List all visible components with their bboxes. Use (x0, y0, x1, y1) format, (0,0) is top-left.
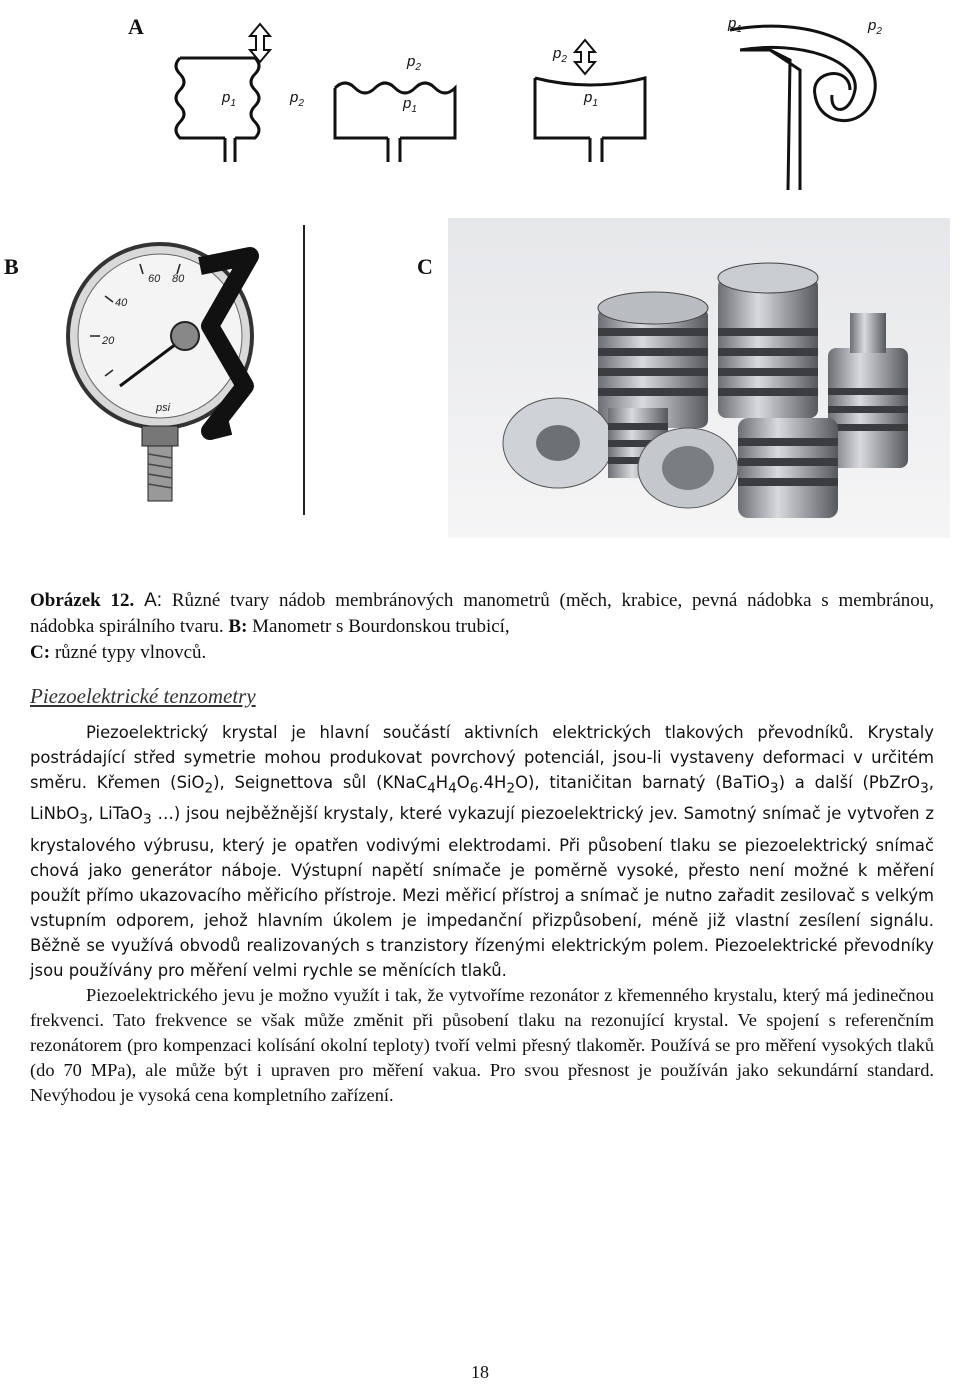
p2-segment-a: Křemen (SiO (96, 773, 205, 792)
p2-segment-f: O), titaničitan barnatý (BaTiO (515, 773, 770, 792)
figure-caption (30, 588, 934, 666)
sub: 6 (469, 780, 479, 797)
p2-label-box: $p_2$ (407, 53, 421, 73)
p2-segment-g: ) a další (PbZrO (778, 773, 921, 792)
caption-prefix: Obrázek 12. (30, 590, 135, 611)
sub: 3 (769, 780, 779, 797)
gauge-psi-label: psi (156, 402, 171, 414)
p2-label-spiral: $p_2$ (868, 17, 882, 37)
gauge-tick-40: 40 (115, 297, 128, 309)
caption-c-text: různé typy vlnovců. (54, 642, 207, 663)
p2-segment-i: , LiTaO (87, 804, 143, 824)
sub: 3 (142, 811, 152, 828)
paragraph-1 (30, 720, 934, 983)
page-number: 18 (471, 1362, 489, 1382)
sub: 4 (448, 780, 457, 797)
figure-label-c: C (417, 254, 433, 279)
sub: 2 (506, 780, 516, 797)
paragraph-1-text: Piezoelektrický krystal je hlavní součástí aktivních elektrických tlakových převodníků. Krystaly postrádající střed symetrie mohou produkovat povrchový potenciál, jsou-li vystaveny deformaci v určitém směru. (30, 723, 934, 792)
p2-segment-c: H (435, 773, 449, 792)
figure-divider (303, 225, 305, 515)
sub: 3 (79, 811, 88, 828)
p1-label-vessel: $p_1$ (584, 89, 598, 109)
caption-b-label: B: (228, 616, 248, 637)
p2-segment-h: , LiNbO (30, 773, 935, 824)
p2-segment-b: ), Seignettova sůl (KNaC (213, 773, 428, 792)
figure-label-b: B (4, 254, 19, 279)
gauge-tick-80: 80 (172, 273, 185, 285)
p2-label-vessel: $p_2$ (553, 45, 567, 65)
gauge-tick-60: 60 (148, 273, 161, 285)
p2-segment-j: …) jsou nejběžnější krystaly, které vykazují piezoelektrický jev. Samotný snímač je vytvořen z krystalového výbrusu, který je opatřen vodivými elektrodami. Při působení tlaku se piezoelektrický snímač chová jako generátor náboje. Výstupní napětí snímače je poměrně vysoké, přesto není možné k měření použít přímo ukazovacího měřicího přístroje. Mezi měřicí přístroj a snímač je nutno zařadit zesilovač s velkým vstupním odporem, jehož hlavním úkolem je impedanční přizpůsobení, méně již vlastní zesílení signálu. Běžně se využívá obvodů realizovaných s tranzistory řízenými elektrickým polem. Piezoelektrické převodníky jsou používány pro měření velmi rychle se měnících tlaků. (30, 804, 934, 980)
p2-label-bellows: $p_2$ (290, 89, 304, 109)
bourdon-gauge-image (60, 236, 275, 516)
section-heading: Piezoelektrické tenzometry (30, 684, 256, 708)
caption-c-label: C: (30, 642, 51, 663)
diagram-membrane-vessels (160, 10, 900, 200)
sub: 2 (204, 780, 214, 797)
p2-segment-d: O (456, 773, 470, 792)
sub: 4 (427, 780, 436, 797)
body-text (30, 720, 934, 1108)
paragraph-2: Piezoelektrického jevu je možno využít i tak, že vytvoříme rezonátor z křemenného krystalu, který má jedinečnou frekvenci. Tato frekvence se však může změnit při působení tlaku na rezonující krystal. Ve spojení s referenčním rezonátorem (pro kompenzaci kolísání okolní teploty) tvoří velmi přesný tlakoměr. Používá se pro měření vysokých tlaků (do 70 MPa), ale může být i upraven pro měření vakua. Pro svou přesnost je používán jako sekundární standard. Nevýhodou je vysoká cena kompletního zařízení. (30, 984, 934, 1105)
p1-label-box: $p_1$ (403, 95, 417, 115)
caption-a-text: Různé tvary nádob membránových manometrů (měch, krabice, pevná nádobka s membránou, nádobka spirálního tvaru. (30, 590, 934, 637)
caption-b-text: Manometr s Bourdonskou trubicí, (252, 616, 510, 637)
bellows-couplings-photo (448, 218, 950, 538)
figure-label-a: A (128, 14, 144, 39)
caption-a-label: A: (144, 590, 163, 611)
sub: 3 (920, 780, 929, 797)
p2-segment-e: .4H (478, 773, 507, 792)
p1-label-bellows: $p_1$ (222, 89, 236, 109)
gauge-tick-20: 20 (102, 335, 115, 347)
p1-label-spiral: $p_1$ (728, 15, 742, 35)
